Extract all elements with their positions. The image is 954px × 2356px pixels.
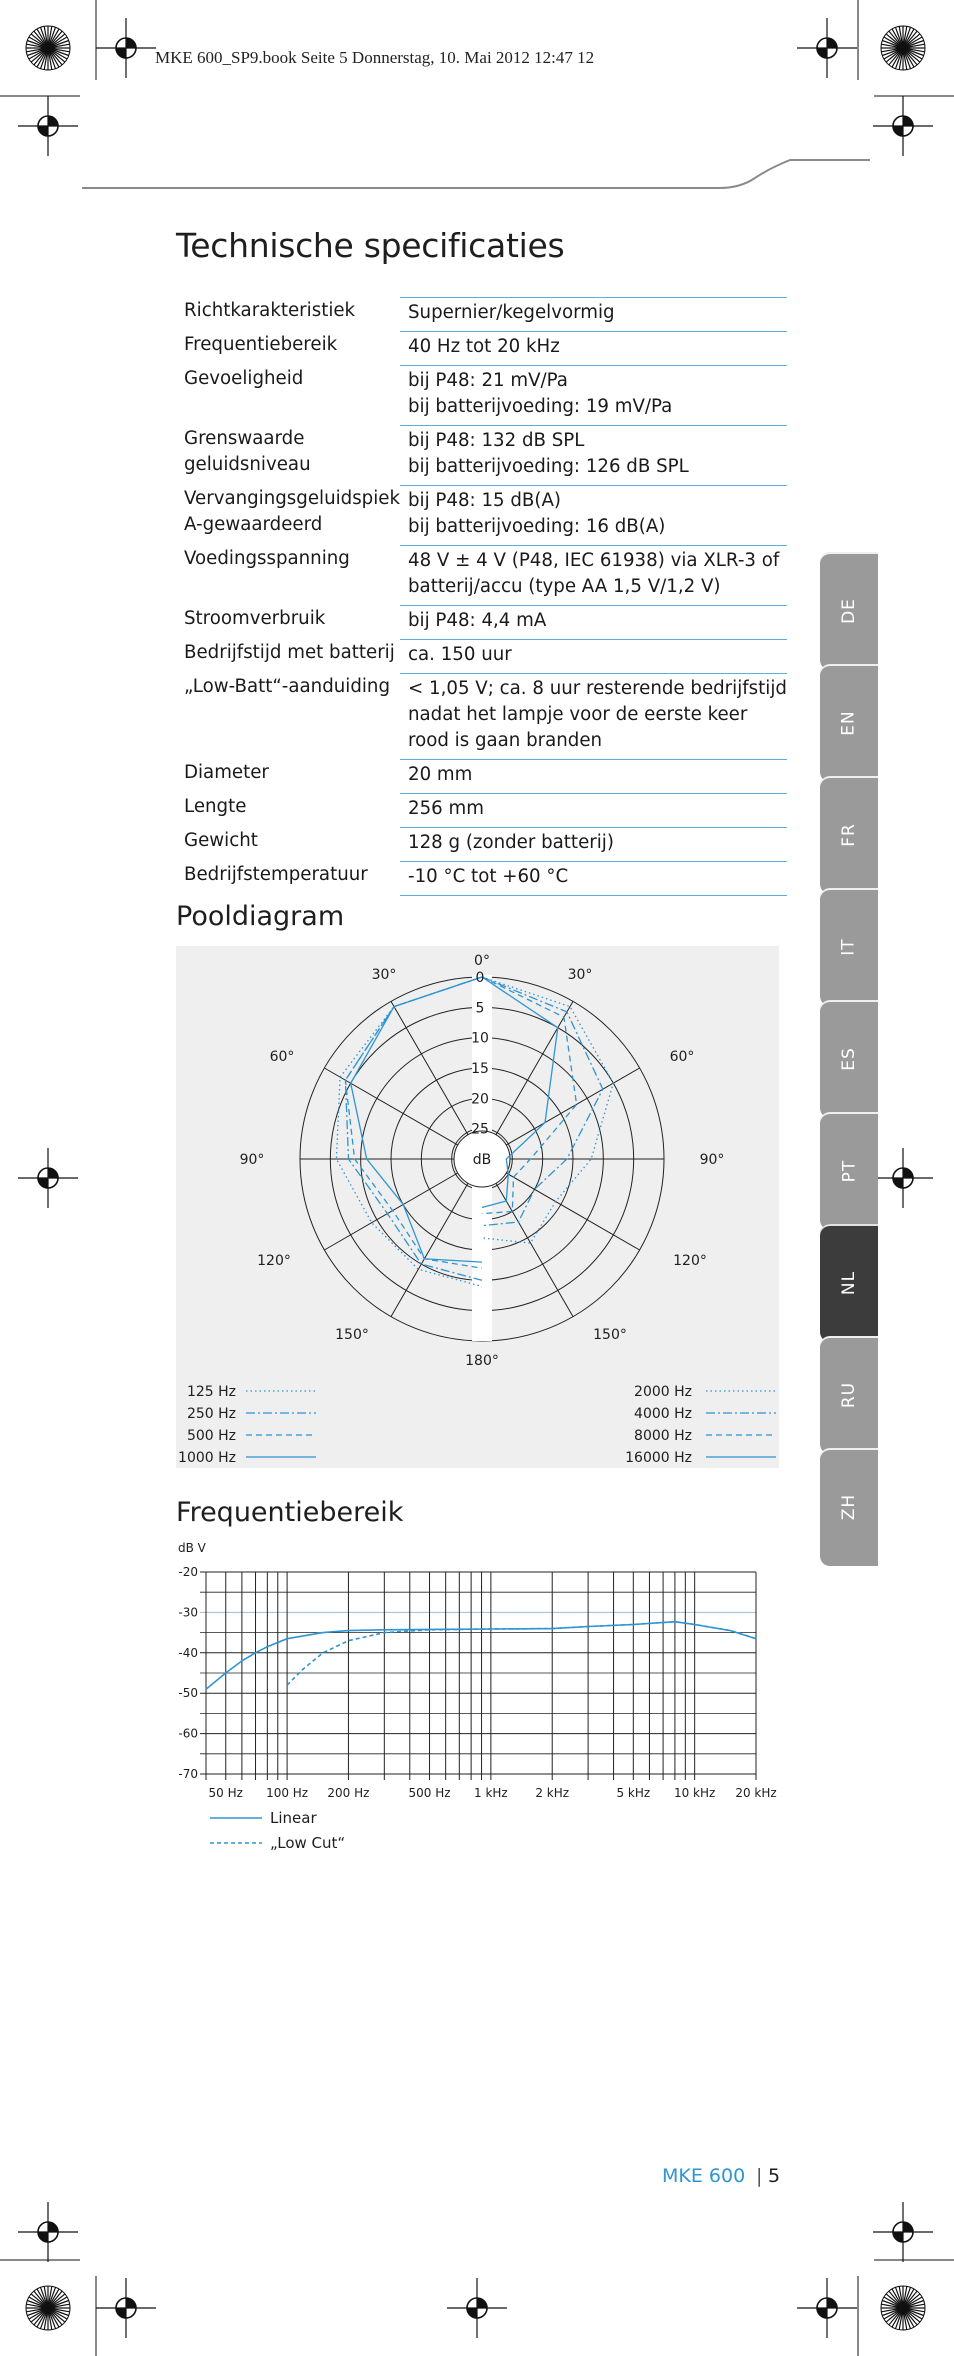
header-rule <box>80 150 880 195</box>
freq-y-tick: -20 <box>178 1565 198 1579</box>
freq-y-tick: -50 <box>178 1686 198 1701</box>
spec-label-line: Stroomverbruik <box>184 607 326 629</box>
spec-label-line: „Low-Batt“-aanduiding <box>184 675 390 697</box>
language-tab-label: IT <box>839 938 859 956</box>
spec-value <box>400 332 787 366</box>
language-tab-ru[interactable] <box>820 1336 878 1454</box>
polar-angle-label: 120° <box>673 1253 707 1269</box>
spec-label <box>176 794 400 828</box>
language-tab-it[interactable] <box>820 888 878 1006</box>
color-target-mark <box>881 26 925 70</box>
crosshair-mark <box>797 18 857 78</box>
polar-radial-tick: 5 <box>475 1000 485 1017</box>
polar-radial-tick: 20 <box>471 1091 489 1108</box>
polar-legend-label: 8000 Hz <box>634 1428 692 1444</box>
spec-label-line: Bedrijfstijd met batterij <box>184 641 395 663</box>
spec-row <box>176 546 787 606</box>
spec-value-line: ca. 150 uur <box>408 644 512 665</box>
spec-value-line: < 1,05 V; ca. 8 uur resterende bedrijfstijd <box>408 678 787 699</box>
spec-label <box>176 640 400 674</box>
page-number: 5 <box>768 2165 781 2187</box>
spec-label-line: Gevoeligheid <box>184 367 304 389</box>
freq-series-line <box>206 1622 756 1690</box>
color-target-mark <box>881 2286 925 2330</box>
freq-x-tick: 50 Hz <box>208 1786 243 1800</box>
spec-label-line: Grenswaarde <box>184 427 305 449</box>
language-tab-label: ES <box>838 1047 859 1071</box>
spec-row <box>176 828 787 862</box>
polar-angle-label: 30° <box>567 967 593 983</box>
polar-angle-label: 0° <box>474 953 490 969</box>
spec-value-line: bij batterijvoeding: 16 dB(A) <box>408 516 666 537</box>
freq-y-tick: -70 <box>178 1767 198 1781</box>
polar-angle-label: 180° <box>465 1353 499 1369</box>
spec-row <box>176 862 787 896</box>
spec-label-line: Voedingsspanning <box>184 547 350 569</box>
polar-angle-label: 90° <box>699 1152 725 1168</box>
spec-label <box>176 606 400 640</box>
spec-value <box>400 298 787 332</box>
language-tab-label: FR <box>839 823 859 847</box>
polar-angle-label: 60° <box>269 1049 295 1065</box>
spec-value-line: rood is gaan branden <box>408 730 603 751</box>
freq-x-tick: 20 kHz <box>735 1786 777 1800</box>
polar-radial-tick: 0 <box>475 970 485 986</box>
spec-value-line: -10 °C tot +60 °C <box>408 866 569 887</box>
freq-x-tick: 500 Hz <box>408 1786 451 1800</box>
freq-x-tick: 2 kHz <box>535 1786 570 1800</box>
language-tab-en[interactable] <box>820 664 878 782</box>
freq-x-tick: 5 kHz <box>616 1786 651 1800</box>
spec-value-line: bij P48: 4,4 mA <box>408 610 547 631</box>
book-header-line: MKE 600_SP9.book Seite 5 Donnerstag, 10. Mai 2012 12:47 12 <box>155 48 595 67</box>
spec-value <box>400 426 787 486</box>
spec-value <box>400 366 787 426</box>
spec-value-line: 256 mm <box>408 798 484 819</box>
footer-separator: | <box>756 2165 763 2187</box>
polar-angle-label: 30° <box>371 967 397 983</box>
crosshair-mark <box>96 2278 156 2338</box>
spec-value <box>400 546 787 606</box>
spec-value-line: Supernier/kegelvormig <box>408 302 615 323</box>
spec-label <box>176 862 400 896</box>
spec-label <box>176 760 400 794</box>
crosshair-mark <box>873 96 933 156</box>
footer-product: MKE 600 <box>662 2165 746 2187</box>
spec-value-line: bij batterijvoeding: 126 dB SPL <box>408 456 689 477</box>
spec-label-line: Frequentiebereik <box>184 333 338 355</box>
polar-legend-label: 250 Hz <box>186 1406 236 1422</box>
crosshair-mark <box>96 18 156 78</box>
specifications-table <box>176 297 787 896</box>
polar-angle-label: 60° <box>669 1049 695 1065</box>
spec-value <box>400 640 787 674</box>
polar-legend-label: 16000 Hz <box>625 1450 692 1466</box>
crosshair-mark <box>873 2202 933 2262</box>
spec-value-line: batterij/accu (type AA 1,5 V/1,2 V) <box>408 576 721 597</box>
crosshair-mark <box>18 1148 78 1208</box>
spec-label <box>176 486 400 546</box>
crosshair-mark <box>447 2278 507 2338</box>
crosshair-mark <box>873 1148 933 1208</box>
spec-value-line: nadat het lampje voor de eerste keer <box>408 704 748 725</box>
spec-value-line: bij batterijvoeding: 19 mV/Pa <box>408 396 673 417</box>
freq-y-tick: -60 <box>178 1726 198 1741</box>
polar-radial-tick: 15 <box>471 1061 489 1077</box>
spec-row <box>176 760 787 794</box>
language-tab-label: RU <box>838 1381 859 1409</box>
polar-angle-label: 120° <box>257 1253 291 1269</box>
spec-row <box>176 366 787 426</box>
spec-value <box>400 606 787 640</box>
freq-y-unit: dB V <box>178 1541 206 1555</box>
polar-axis-strip <box>472 975 492 1132</box>
polar-radial-tick: 10 <box>471 1030 489 1047</box>
freq-x-tick: 10 kHz <box>673 1786 716 1800</box>
polar-legend-label: 4000 Hz <box>634 1406 692 1422</box>
spec-label <box>176 546 400 606</box>
spec-label-line: geluidsniveau <box>184 453 311 475</box>
polar-legend-label: 2000 Hz <box>634 1384 692 1400</box>
spec-label <box>176 332 400 366</box>
frequency-response-chart <box>170 1538 790 1868</box>
spec-value-line: 128 g (zonder batterij) <box>408 832 614 853</box>
freq-x-tick: 200 Hz <box>327 1786 370 1800</box>
spec-value <box>400 674 787 760</box>
spec-row <box>176 674 787 760</box>
spec-label <box>176 426 400 486</box>
color-target-mark <box>26 2286 70 2330</box>
polar-angle-label: 90° <box>239 1152 265 1168</box>
language-tab-label: PT <box>838 1159 859 1183</box>
language-tab-zh[interactable] <box>820 1448 878 1566</box>
freq-x-tick: 1 kHz <box>474 1786 508 1800</box>
spec-label-line: Lengte <box>184 795 247 817</box>
crosshair-mark <box>18 2202 78 2262</box>
polar-section-title: Pooldiagram <box>176 901 345 932</box>
language-tab-es[interactable] <box>820 1000 878 1118</box>
spec-value <box>400 760 787 794</box>
color-target-mark <box>26 26 70 70</box>
spec-value <box>400 862 787 896</box>
language-tab-label: ZH <box>839 1493 859 1521</box>
crosshair-mark <box>18 96 78 156</box>
freq-legend-label: Linear <box>270 1809 317 1827</box>
polar-angle-label: 150° <box>335 1327 369 1343</box>
spec-label-line: Richtkarakteristiek <box>184 299 356 321</box>
freq-y-tick: -40 <box>178 1645 198 1660</box>
polar-angle-label: 150° <box>593 1327 627 1343</box>
spec-row <box>176 606 787 640</box>
spec-row <box>176 640 787 674</box>
spec-label-line: Diameter <box>184 761 269 783</box>
spec-label <box>176 828 400 862</box>
polar-unit-label: dB <box>472 1152 492 1168</box>
spec-label-line: Gewicht <box>184 829 258 851</box>
spec-value <box>400 794 787 828</box>
polar-radial-tick: 25 <box>471 1121 489 1138</box>
spec-value <box>400 828 787 862</box>
language-tab-label: EN <box>839 710 859 736</box>
spec-label-line: Bedrijfstemperatuur <box>184 863 368 885</box>
frequency-section-title: Frequentiebereik <box>176 1497 404 1528</box>
spec-label <box>176 366 400 426</box>
spec-label-line: Vervangingsgeluidspiek <box>184 487 400 509</box>
language-tab-fr[interactable] <box>820 776 878 894</box>
polar-diagram <box>176 946 779 1468</box>
spec-value-line: 40 Hz tot 20 kHz <box>408 336 560 357</box>
language-tab-pt[interactable] <box>820 1112 878 1230</box>
spec-row <box>176 426 787 486</box>
language-tab-label: DE <box>839 598 859 624</box>
spec-value-line: 48 V ± 4 V (P48, IEC 61938) via XLR-3 of <box>408 550 780 571</box>
spec-row <box>176 794 787 828</box>
freq-y-tick: -30 <box>178 1605 198 1620</box>
freq-legend-label: „Low Cut“ <box>270 1834 346 1852</box>
spec-value-line: bij P48: 21 mV/Pa <box>408 370 568 391</box>
freq-x-tick: 100 Hz <box>266 1786 309 1800</box>
polar-legend-label: 125 Hz <box>186 1384 236 1400</box>
spec-value-line: bij P48: 132 dB SPL <box>408 430 585 451</box>
spec-value <box>400 486 787 546</box>
language-tab-nl[interactable] <box>820 1224 878 1342</box>
spec-value-line: 20 mm <box>408 764 473 785</box>
spec-row <box>176 298 787 332</box>
spec-row <box>176 486 787 546</box>
language-tab-label: NL <box>838 1270 859 1296</box>
spec-label <box>176 674 400 760</box>
language-tab-de[interactable] <box>820 552 878 670</box>
crosshair-mark <box>797 2278 857 2338</box>
polar-legend-label: 500 Hz <box>186 1428 236 1444</box>
polar-axis-strip <box>472 1184 492 1341</box>
spec-row <box>176 332 787 366</box>
spec-label-line: A-gewaardeerd <box>184 513 323 535</box>
spec-value-line: bij P48: 15 dB(A) <box>408 490 562 511</box>
spec-label <box>176 298 400 332</box>
polar-legend-label: 1000 Hz <box>178 1450 236 1466</box>
page-title: Technische specificaties <box>176 226 565 265</box>
